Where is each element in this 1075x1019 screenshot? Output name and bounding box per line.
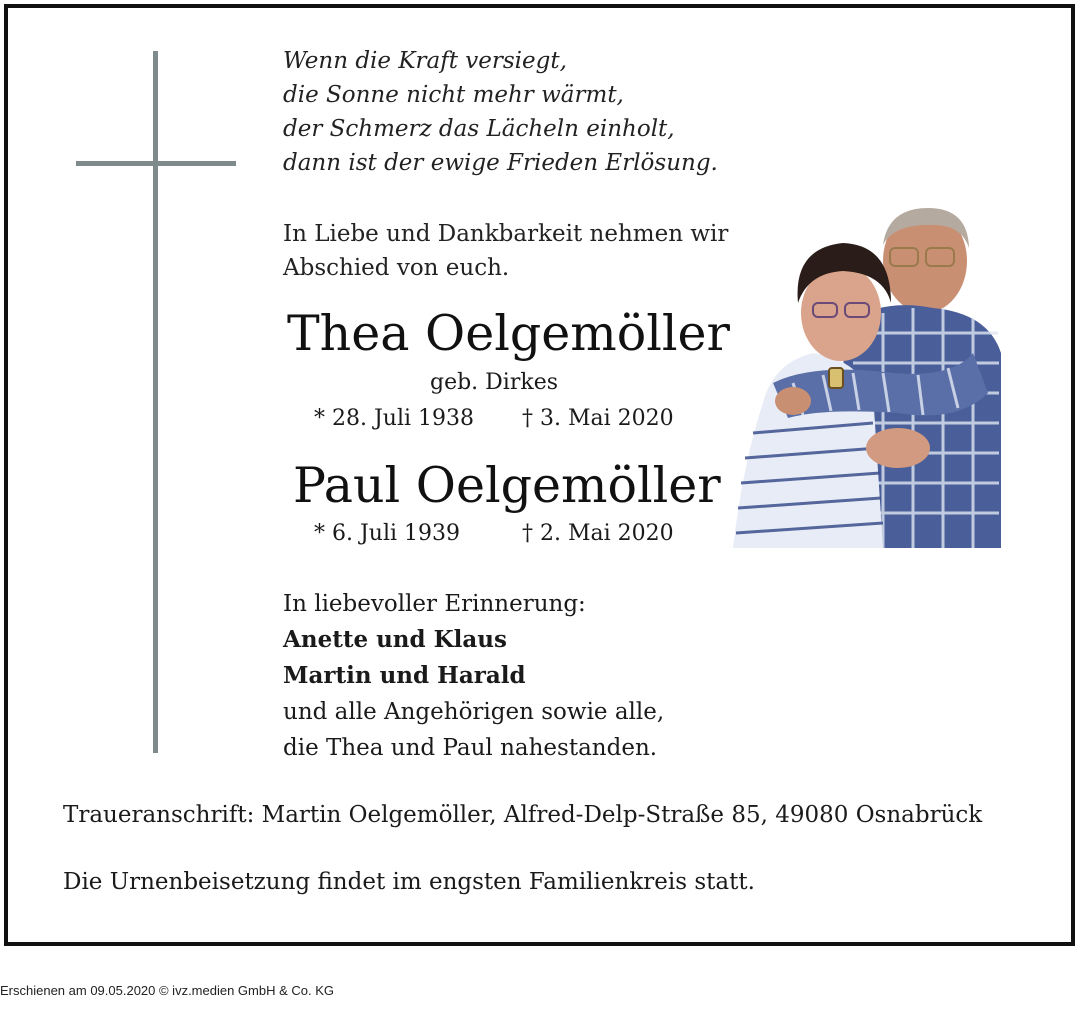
burial-note: Die Urnenbeisetzung findet im engsten Familienkreis statt. [63,869,755,895]
poem-line: die Sonne nicht mehr wärmt, [283,82,624,108]
poem [283,44,718,180]
poem-line: Wenn die Kraft versiegt, [283,48,567,74]
birth-date-thea: * 28. Juli 1938 [314,406,475,431]
mourners-intro: In liebevoller Erinnerung: [283,591,586,617]
death-date-thea: † 3. Mai 2020 [522,406,674,431]
poem-line: dann ist der ewige Frieden Erlösung. [283,150,718,176]
mourning-address: Traueranschrift: Martin Oelgemöller, Alfred-Delp-Straße 85, 49080 Osnabrück [63,802,983,828]
farewell-line: Abschied von euch. [283,255,510,281]
maiden-name: geb. Dirkes [430,370,559,395]
deceased-name-paul: Paul Oelgemöller [293,457,721,514]
mourners-closing: und alle Angehörigen sowie alle, [283,699,665,725]
publication-footer: Erschienen am 09.05.2020 © ivz.medien GmbH & Co. KG [0,983,335,998]
deceased-name-thea: Thea Oelgemöller [287,305,730,362]
couple-photo [733,203,1003,548]
poem-line: der Schmerz das Lächeln einholt, [283,116,675,142]
mourner-names: Martin und Harald [283,662,526,689]
farewell-line: In Liebe und Dankbarkeit nehmen wir [283,221,729,247]
cross-vertical-bar [153,51,158,753]
death-date-paul: † 2. Mai 2020 [522,521,674,546]
mourners-block [283,586,664,766]
mourner-names: Anette und Klaus [283,626,507,653]
mourners-closing: die Thea und Paul nahestanden. [283,735,658,761]
farewell-text [283,217,728,285]
birth-date-paul: * 6. Juli 1939 [314,521,461,546]
cross-horizontal-bar [76,161,236,166]
